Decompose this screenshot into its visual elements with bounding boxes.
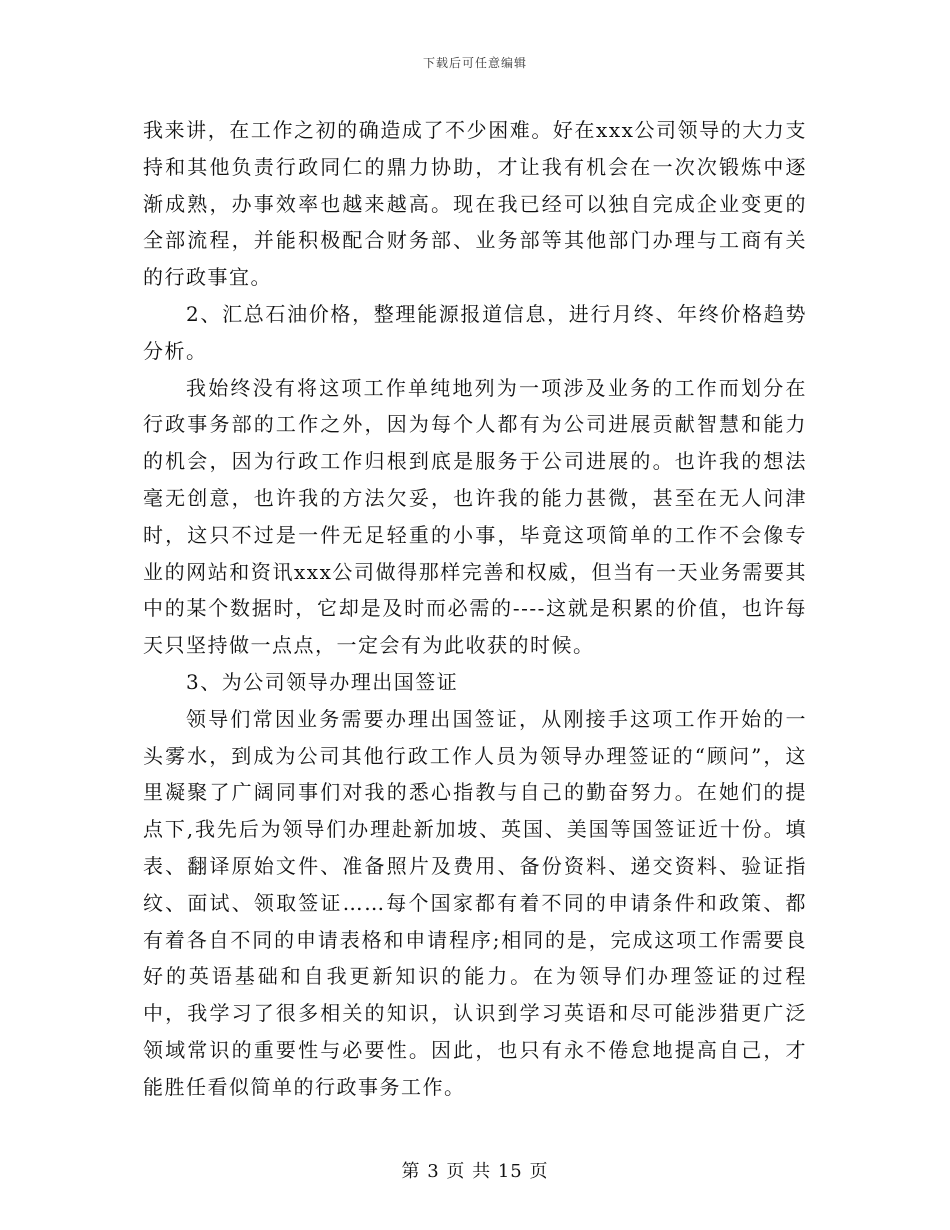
page-number-footer: 第 3 页 共 15 页	[401, 1161, 549, 1182]
paragraph-1: 我来讲，在工作之初的确造成了不少困难。好在xxx公司领导的大力支持和其他负责行政同仁的鼎力协助，才让我有机会在一次次锻炼中逐渐成熟，办事效率也越来越高。现在我已经可以独自完成企业变更的全部流程，并能积极配合财务部、业务部等其他部门办理与工商有关的行政事宜。	[143, 118, 807, 290]
document-body	[143, 112, 807, 1106]
paragraph-5: 领导们常因业务需要办理出国签证，从刚接手这项工作开始的一头雾水，到成为公司其他行政工作人员为领导办理签证的“顾问”，这里凝聚了广阔同事们对我的悉心指教与自己的勤奋努力。在她们的提点下,我先后为领导们办理赴新加坡、英国、美国等国签证近十份。填表、翻译原始文件、准备照片及费用、备份资料、递交资料、验证指纹、面试、领取签证……每个国家都有着不同的申请条件和政策、都有着各自不同的申请表格和申请程序;相同的是，完成这项工作需要良好的英语基础和自我更新知识的能力。在为领导们办理签证的过程中，我学习了很多相关的知识，认识到学习英语和尽可能涉猎更广泛领域常识的重要性与必要性。因此，也只有永不倦怠地提高自己，才能胜任看似简单的行政事务工作。	[143, 706, 807, 1099]
page-header-note: 下载后可任意编辑	[422, 56, 527, 70]
paragraph-4-heading: 3、为公司领导办理出国签证	[186, 669, 459, 694]
paragraph-3: 我始终没有将这项工作单纯地列为一项涉及业务的工作而划分在行政事务部的工作之外，因为每个人都有为公司进展贡献智慧和能力的机会，因为行政工作归根到底是服务于公司进展的。也许我的想法毫无创意，也许我的方法欠妥，也许我的能力甚微，甚至在无人问津时，这只不过是一件无足轻重的小事，毕竟这项简单的工作不会像专业的网站和资讯xxx公司做得那样完善和权威，但当有一天业务需要其中的某个数据时，它却是及时而必需的----这就是积累的价值，也许每天只坚持做一点点，一定会有为此收获的时候。	[143, 375, 807, 658]
paragraph-2-heading: 2、汇总石油价格，整理能源报道信息，进行月终、年终价格趋势分析。	[143, 301, 807, 363]
